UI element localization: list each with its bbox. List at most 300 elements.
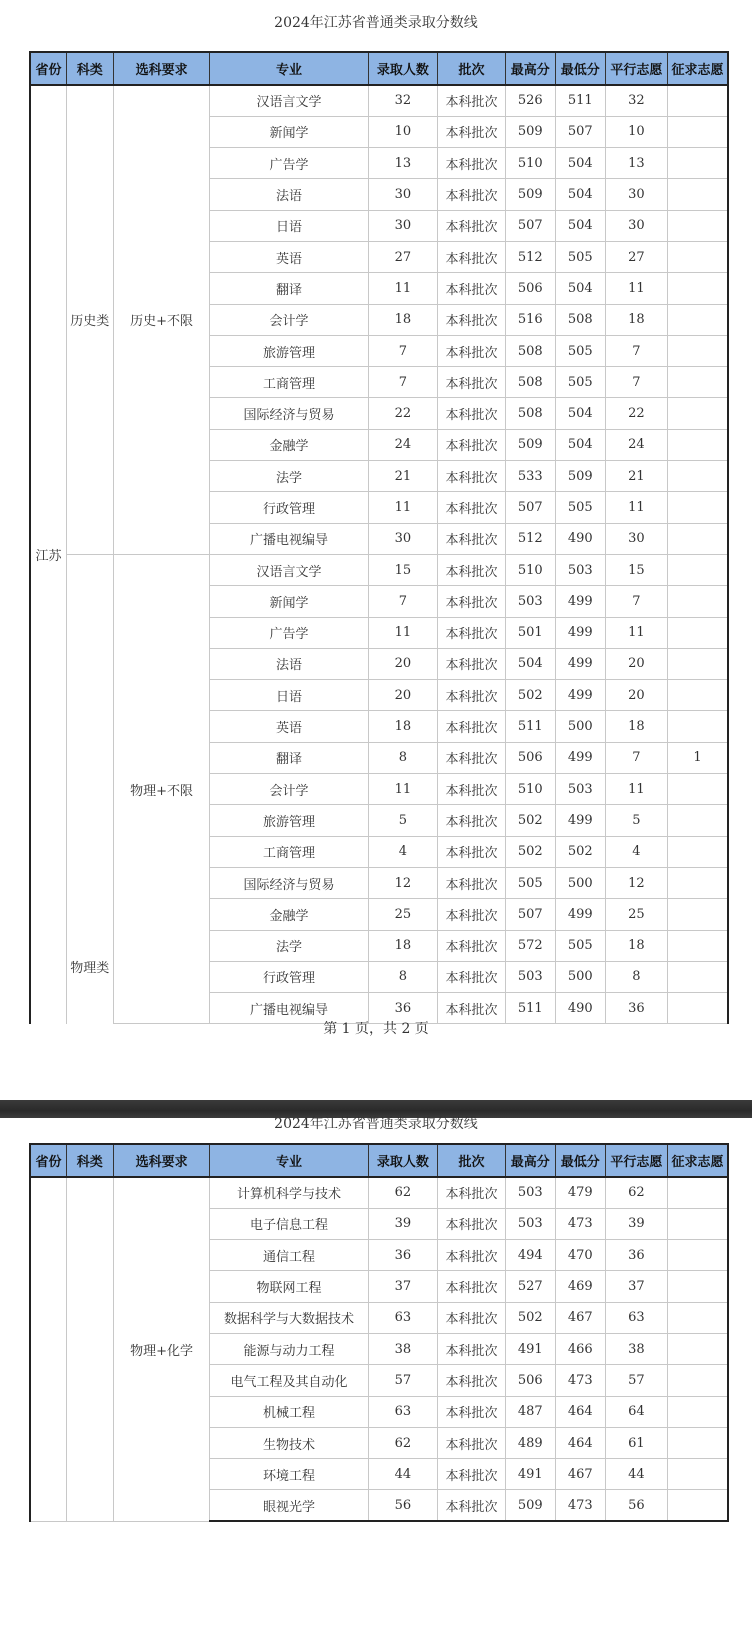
max-score-cell: 510 — [505, 774, 555, 805]
column-header: 录取人数 — [368, 1144, 438, 1177]
max-score-cell: 502 — [505, 680, 555, 711]
parallel-cell: 18 — [605, 304, 667, 335]
major-cell: 英语 — [210, 711, 368, 742]
batch-cell: 本科批次 — [438, 805, 506, 836]
batch-cell: 本科批次 — [438, 304, 506, 335]
major-cell: 能源与动力工程 — [210, 1333, 368, 1364]
max-score-cell: 508 — [505, 398, 555, 429]
major-cell: 国际经济与贸易 — [210, 867, 368, 898]
batch-cell: 本科批次 — [438, 492, 506, 523]
min-score-cell: 479 — [555, 1177, 605, 1208]
solicit-cell — [668, 774, 728, 805]
parallel-cell: 57 — [605, 1365, 667, 1396]
parallel-cell: 32 — [605, 85, 667, 116]
admitted-count-cell: 24 — [368, 429, 438, 460]
document-page-2 — [0, 1118, 752, 1630]
parallel-cell: 37 — [605, 1271, 667, 1302]
admitted-count-cell: 5 — [368, 805, 438, 836]
max-score-cell: 507 — [505, 899, 555, 930]
major-cell: 会计学 — [210, 304, 368, 335]
column-header: 征求志愿 — [668, 1144, 728, 1177]
solicit-cell — [668, 554, 728, 585]
batch-cell: 本科批次 — [438, 742, 506, 773]
admission-table-page-1 — [29, 51, 729, 1024]
min-score-cell: 490 — [555, 993, 605, 1024]
max-score-cell: 502 — [505, 836, 555, 867]
solicit-cell — [668, 398, 728, 429]
admitted-count-cell: 25 — [368, 899, 438, 930]
max-score-cell: 526 — [505, 85, 555, 116]
major-cell: 物联网工程 — [210, 1271, 368, 1302]
max-score-cell: 489 — [505, 1427, 555, 1458]
column-header: 批次 — [438, 52, 506, 85]
column-header: 省份 — [30, 1144, 66, 1177]
page-title: 2024年江苏省普通类录取分数线 — [274, 15, 478, 31]
column-header: 最高分 — [505, 1144, 555, 1177]
min-score-cell: 505 — [555, 492, 605, 523]
parallel-cell: 56 — [605, 1490, 667, 1521]
parallel-cell: 5 — [605, 805, 667, 836]
column-header: 最高分 — [505, 52, 555, 85]
column-header: 批次 — [438, 1144, 506, 1177]
major-cell: 环境工程 — [210, 1459, 368, 1490]
batch-cell: 本科批次 — [438, 273, 506, 304]
min-score-cell: 504 — [555, 398, 605, 429]
max-score-cell: 572 — [505, 930, 555, 961]
parallel-cell: 10 — [605, 116, 667, 147]
min-score-cell: 470 — [555, 1240, 605, 1271]
admitted-count-cell: 27 — [368, 241, 438, 272]
batch-cell: 本科批次 — [438, 210, 506, 241]
batch-cell: 本科批次 — [438, 648, 506, 679]
min-score-cell: 490 — [555, 523, 605, 554]
major-cell: 工商管理 — [210, 836, 368, 867]
parallel-cell: 11 — [605, 492, 667, 523]
batch-cell: 本科批次 — [438, 1208, 506, 1239]
major-cell: 国际经济与贸易 — [210, 398, 368, 429]
admitted-count-cell: 11 — [368, 273, 438, 304]
admitted-count-cell: 7 — [368, 335, 438, 366]
major-cell: 汉语言文学 — [210, 85, 368, 116]
max-score-cell: 508 — [505, 367, 555, 398]
admitted-count-cell: 11 — [368, 617, 438, 648]
max-score-cell: 506 — [505, 273, 555, 304]
admitted-count-cell: 11 — [368, 774, 438, 805]
admitted-count-cell: 39 — [368, 1208, 438, 1239]
parallel-cell: 8 — [605, 961, 667, 992]
max-score-cell: 503 — [505, 1208, 555, 1239]
admitted-count-cell: 44 — [368, 1459, 438, 1490]
batch-cell: 本科批次 — [438, 398, 506, 429]
batch-cell: 本科批次 — [438, 367, 506, 398]
batch-cell: 本科批次 — [438, 1333, 506, 1364]
batch-cell: 本科批次 — [438, 836, 506, 867]
admitted-count-cell: 4 — [368, 836, 438, 867]
admitted-count-cell: 37 — [368, 1271, 438, 1302]
major-cell: 法学 — [210, 930, 368, 961]
table-header-row — [30, 52, 728, 85]
parallel-cell: 62 — [605, 1177, 667, 1208]
major-cell: 金融学 — [210, 429, 368, 460]
max-score-cell: 491 — [505, 1459, 555, 1490]
min-score-cell: 499 — [555, 899, 605, 930]
solicit-cell — [668, 1177, 728, 1208]
parallel-cell: 7 — [605, 367, 667, 398]
max-score-cell: 506 — [505, 742, 555, 773]
admitted-count-cell: 30 — [368, 179, 438, 210]
max-score-cell: 508 — [505, 335, 555, 366]
max-score-cell: 507 — [505, 210, 555, 241]
batch-cell: 本科批次 — [438, 335, 506, 366]
max-score-cell: 505 — [505, 867, 555, 898]
province-cell — [30, 1177, 66, 1521]
parallel-cell: 24 — [605, 429, 667, 460]
major-cell: 广播电视编导 — [210, 993, 368, 1024]
admitted-count-cell: 18 — [368, 930, 438, 961]
admitted-count-cell: 30 — [368, 210, 438, 241]
table-row — [30, 85, 728, 116]
table-row — [30, 554, 728, 585]
min-score-cell: 504 — [555, 273, 605, 304]
parallel-cell: 44 — [605, 1459, 667, 1490]
min-score-cell: 507 — [555, 116, 605, 147]
batch-cell: 本科批次 — [438, 148, 506, 179]
province-cell: 江苏 — [30, 85, 66, 1024]
batch-cell: 本科批次 — [438, 774, 506, 805]
solicit-cell — [668, 805, 728, 836]
major-cell: 广告学 — [210, 617, 368, 648]
major-cell: 金融学 — [210, 899, 368, 930]
category-cell — [66, 1177, 113, 1521]
admitted-count-cell: 18 — [368, 711, 438, 742]
major-cell: 机械工程 — [210, 1396, 368, 1427]
column-header: 平行志愿 — [605, 1144, 667, 1177]
min-score-cell: 504 — [555, 179, 605, 210]
page-number: 第 1 页，共 2 页 — [323, 1021, 429, 1037]
major-cell: 工商管理 — [210, 367, 368, 398]
subject-requirement-cell: 历史+不限 — [113, 85, 210, 554]
min-score-cell: 500 — [555, 711, 605, 742]
parallel-cell: 7 — [605, 586, 667, 617]
major-cell: 电气工程及其自动化 — [210, 1365, 368, 1396]
solicit-cell — [668, 523, 728, 554]
admitted-count-cell: 62 — [368, 1177, 438, 1208]
solicit-cell — [668, 461, 728, 492]
solicit-cell — [668, 1490, 728, 1521]
max-score-cell: 510 — [505, 148, 555, 179]
max-score-cell: 512 — [505, 523, 555, 554]
batch-cell: 本科批次 — [438, 1490, 506, 1521]
parallel-cell: 7 — [605, 742, 667, 773]
solicit-cell — [668, 304, 728, 335]
subject-requirement-cell: 物理+化学 — [113, 1177, 210, 1521]
parallel-cell: 30 — [605, 210, 667, 241]
solicit-cell — [668, 899, 728, 930]
solicit-cell — [668, 429, 728, 460]
parallel-cell: 21 — [605, 461, 667, 492]
max-score-cell: 503 — [505, 586, 555, 617]
max-score-cell: 503 — [505, 961, 555, 992]
admitted-count-cell: 11 — [368, 492, 438, 523]
solicit-cell — [668, 85, 728, 116]
column-header: 录取人数 — [368, 52, 438, 85]
column-header: 省份 — [30, 52, 66, 85]
parallel-cell: 20 — [605, 648, 667, 679]
batch-cell: 本科批次 — [438, 930, 506, 961]
max-score-cell: 511 — [505, 993, 555, 1024]
parallel-cell: 63 — [605, 1302, 667, 1333]
admitted-count-cell: 36 — [368, 1240, 438, 1271]
max-score-cell: 509 — [505, 429, 555, 460]
min-score-cell: 505 — [555, 930, 605, 961]
solicit-cell — [668, 273, 728, 304]
min-score-cell: 467 — [555, 1302, 605, 1333]
max-score-cell: 501 — [505, 617, 555, 648]
min-score-cell: 466 — [555, 1333, 605, 1364]
batch-cell: 本科批次 — [438, 899, 506, 930]
solicit-cell — [668, 648, 728, 679]
solicit-cell — [668, 1240, 728, 1271]
max-score-cell: 502 — [505, 1302, 555, 1333]
batch-cell: 本科批次 — [438, 116, 506, 147]
major-cell: 会计学 — [210, 774, 368, 805]
batch-cell: 本科批次 — [438, 993, 506, 1024]
max-score-cell: 512 — [505, 241, 555, 272]
batch-cell: 本科批次 — [438, 179, 506, 210]
min-score-cell: 469 — [555, 1271, 605, 1302]
parallel-cell: 36 — [605, 1240, 667, 1271]
admitted-count-cell: 63 — [368, 1396, 438, 1427]
major-cell: 眼视光学 — [210, 1490, 368, 1521]
major-cell: 法语 — [210, 648, 368, 679]
max-score-cell: 503 — [505, 1177, 555, 1208]
admitted-count-cell: 15 — [368, 554, 438, 585]
max-score-cell: 507 — [505, 492, 555, 523]
admitted-count-cell: 63 — [368, 1302, 438, 1333]
max-score-cell: 504 — [505, 648, 555, 679]
parallel-cell: 30 — [605, 523, 667, 554]
min-score-cell: 502 — [555, 836, 605, 867]
solicit-cell — [668, 492, 728, 523]
admitted-count-cell: 7 — [368, 367, 438, 398]
admitted-count-cell: 10 — [368, 116, 438, 147]
column-header: 平行志愿 — [605, 52, 667, 85]
min-score-cell: 499 — [555, 586, 605, 617]
parallel-cell: 20 — [605, 680, 667, 711]
subject-requirement-cell: 物理+不限 — [113, 554, 210, 1023]
min-score-cell: 503 — [555, 774, 605, 805]
solicit-cell — [668, 1459, 728, 1490]
parallel-cell: 27 — [605, 241, 667, 272]
max-score-cell: 506 — [505, 1365, 555, 1396]
parallel-cell: 36 — [605, 993, 667, 1024]
batch-cell: 本科批次 — [438, 241, 506, 272]
major-cell: 广播电视编导 — [210, 523, 368, 554]
major-cell: 数据科学与大数据技术 — [210, 1302, 368, 1333]
solicit-cell — [668, 867, 728, 898]
admitted-count-cell: 8 — [368, 961, 438, 992]
major-cell: 日语 — [210, 210, 368, 241]
major-cell: 广告学 — [210, 148, 368, 179]
admitted-count-cell: 8 — [368, 742, 438, 773]
parallel-cell: 13 — [605, 148, 667, 179]
admitted-count-cell: 36 — [368, 993, 438, 1024]
admitted-count-cell: 57 — [368, 1365, 438, 1396]
min-score-cell: 464 — [555, 1396, 605, 1427]
solicit-cell — [668, 179, 728, 210]
solicit-cell — [668, 210, 728, 241]
column-header: 专业 — [210, 1144, 368, 1177]
parallel-cell: 11 — [605, 774, 667, 805]
min-score-cell: 499 — [555, 680, 605, 711]
solicit-cell — [668, 148, 728, 179]
major-cell: 计算机科学与技术 — [210, 1177, 368, 1208]
max-score-cell: 511 — [505, 711, 555, 742]
major-cell: 新闻学 — [210, 586, 368, 617]
batch-cell: 本科批次 — [438, 1396, 506, 1427]
parallel-cell: 7 — [605, 335, 667, 366]
min-score-cell: 500 — [555, 867, 605, 898]
batch-cell: 本科批次 — [438, 523, 506, 554]
batch-cell: 本科批次 — [438, 1240, 506, 1271]
solicit-cell — [668, 1396, 728, 1427]
batch-cell: 本科批次 — [438, 1459, 506, 1490]
admitted-count-cell: 20 — [368, 680, 438, 711]
admission-table-page-2 — [29, 1143, 729, 1522]
major-cell: 翻译 — [210, 273, 368, 304]
solicit-cell — [668, 617, 728, 648]
min-score-cell: 467 — [555, 1459, 605, 1490]
major-cell: 翻译 — [210, 742, 368, 773]
table-row — [30, 1177, 728, 1208]
min-score-cell: 499 — [555, 742, 605, 773]
column-header: 最低分 — [555, 1144, 605, 1177]
min-score-cell: 503 — [555, 554, 605, 585]
major-cell: 法学 — [210, 461, 368, 492]
admitted-count-cell: 20 — [368, 648, 438, 679]
solicit-cell — [668, 961, 728, 992]
max-score-cell: 502 — [505, 805, 555, 836]
batch-cell: 本科批次 — [438, 1177, 506, 1208]
batch-cell: 本科批次 — [438, 617, 506, 648]
parallel-cell: 11 — [605, 273, 667, 304]
min-score-cell: 511 — [555, 85, 605, 116]
major-cell: 法语 — [210, 179, 368, 210]
parallel-cell: 38 — [605, 1333, 667, 1364]
major-cell: 生物技术 — [210, 1427, 368, 1458]
parallel-cell: 12 — [605, 867, 667, 898]
solicit-cell — [668, 116, 728, 147]
batch-cell: 本科批次 — [438, 554, 506, 585]
solicit-cell — [668, 367, 728, 398]
admitted-count-cell: 22 — [368, 398, 438, 429]
max-score-cell: 491 — [505, 1333, 555, 1364]
major-cell: 旅游管理 — [210, 805, 368, 836]
parallel-cell: 15 — [605, 554, 667, 585]
solicit-cell — [668, 836, 728, 867]
solicit-cell — [668, 1427, 728, 1458]
solicit-cell — [668, 1333, 728, 1364]
min-score-cell: 504 — [555, 148, 605, 179]
batch-cell: 本科批次 — [438, 1271, 506, 1302]
table-header-row — [30, 1144, 728, 1177]
max-score-cell: 509 — [505, 179, 555, 210]
min-score-cell: 509 — [555, 461, 605, 492]
max-score-cell: 533 — [505, 461, 555, 492]
batch-cell: 本科批次 — [438, 461, 506, 492]
min-score-cell: 499 — [555, 648, 605, 679]
batch-cell: 本科批次 — [438, 586, 506, 617]
min-score-cell: 505 — [555, 335, 605, 366]
column-header: 科类 — [66, 52, 113, 85]
column-header: 征求志愿 — [668, 52, 728, 85]
max-score-cell: 494 — [505, 1240, 555, 1271]
min-score-cell: 508 — [555, 304, 605, 335]
column-header: 最低分 — [555, 52, 605, 85]
min-score-cell: 504 — [555, 429, 605, 460]
min-score-cell: 504 — [555, 210, 605, 241]
column-header: 选科要求 — [113, 1144, 210, 1177]
min-score-cell: 499 — [555, 617, 605, 648]
major-cell: 日语 — [210, 680, 368, 711]
parallel-cell: 61 — [605, 1427, 667, 1458]
major-cell: 英语 — [210, 241, 368, 272]
page-title: 2024年江苏省普通类录取分数线 — [274, 1116, 478, 1132]
min-score-cell: 505 — [555, 241, 605, 272]
min-score-cell: 473 — [555, 1365, 605, 1396]
batch-cell: 本科批次 — [438, 680, 506, 711]
solicit-cell — [668, 586, 728, 617]
major-cell: 旅游管理 — [210, 335, 368, 366]
parallel-cell: 39 — [605, 1208, 667, 1239]
admitted-count-cell: 30 — [368, 523, 438, 554]
parallel-cell: 11 — [605, 617, 667, 648]
max-score-cell: 509 — [505, 116, 555, 147]
solicit-cell — [668, 711, 728, 742]
major-cell: 新闻学 — [210, 116, 368, 147]
admitted-count-cell: 38 — [368, 1333, 438, 1364]
major-cell: 通信工程 — [210, 1240, 368, 1271]
column-header: 选科要求 — [113, 52, 210, 85]
max-score-cell: 527 — [505, 1271, 555, 1302]
solicit-cell — [668, 930, 728, 961]
min-score-cell: 500 — [555, 961, 605, 992]
batch-cell: 本科批次 — [438, 961, 506, 992]
solicit-cell: 1 — [668, 742, 728, 773]
admitted-count-cell: 62 — [368, 1427, 438, 1458]
major-cell: 行政管理 — [210, 492, 368, 523]
parallel-cell: 4 — [605, 836, 667, 867]
parallel-cell: 22 — [605, 398, 667, 429]
batch-cell: 本科批次 — [438, 429, 506, 460]
batch-cell: 本科批次 — [438, 1302, 506, 1333]
batch-cell: 本科批次 — [438, 1365, 506, 1396]
max-score-cell: 510 — [505, 554, 555, 585]
major-cell: 汉语言文学 — [210, 554, 368, 585]
admitted-count-cell: 13 — [368, 148, 438, 179]
batch-cell: 本科批次 — [438, 85, 506, 116]
major-cell: 电子信息工程 — [210, 1208, 368, 1239]
solicit-cell — [668, 680, 728, 711]
solicit-cell — [668, 241, 728, 272]
max-score-cell: 487 — [505, 1396, 555, 1427]
min-score-cell: 473 — [555, 1490, 605, 1521]
admitted-count-cell: 32 — [368, 85, 438, 116]
category-cell: 历史类 — [66, 85, 113, 554]
solicit-cell — [668, 335, 728, 366]
parallel-cell: 64 — [605, 1396, 667, 1427]
column-header: 专业 — [210, 52, 368, 85]
